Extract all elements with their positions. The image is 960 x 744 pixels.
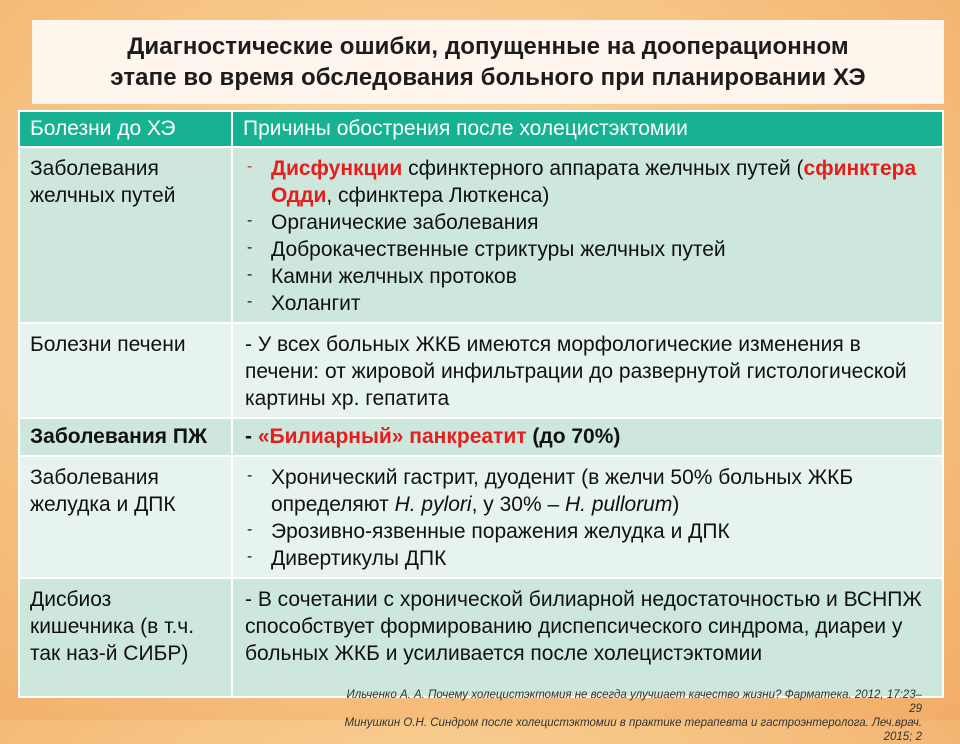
references	[340, 688, 922, 744]
dash-bullet-icon: -	[247, 158, 253, 175]
table-row	[19, 418, 943, 456]
cause-list	[245, 464, 932, 572]
item-text: Доброкачественные стриктуры желчных путей	[271, 238, 726, 261]
dash-bullet-icon: -	[247, 521, 253, 538]
list-item	[245, 518, 932, 545]
dash-bullet-icon: -	[247, 239, 253, 256]
list-item	[245, 545, 932, 572]
list-item	[245, 209, 932, 236]
reference-item: Минушкин О.Н. Синдром после холецистэктомии в практике терапевта и гастроэнтеролога. Леч.врач. 2015; 2	[344, 717, 922, 743]
disease-cell: Дисбиоз кишечника (в т.ч. так наз-й СИБР)	[19, 578, 232, 697]
italic-text: H. pylori	[394, 493, 472, 516]
table-header-row	[19, 111, 943, 147]
dash-bullet-icon: -	[247, 266, 253, 283]
dash-bullet-icon: -	[247, 467, 253, 484]
item-text: Камни желчных протоков	[271, 265, 517, 288]
header-diseases: Болезни до ХЭ	[19, 111, 232, 147]
disease-cell: Заболевания ПЖ	[19, 418, 232, 456]
list-item	[245, 155, 932, 209]
cause-cell: - В сочетании с хронической билиарной недостаточностью и ВСНПЖ способствует формированию диспепсического синдрома, диареи у больных ЖКБ и усиливается после холецистэктомии	[232, 578, 943, 697]
item-text: сфинктерного аппарата желчных путей (	[402, 157, 804, 180]
disease-cell: Заболевания желудка и ДПК	[19, 456, 232, 578]
item-text: -	[245, 425, 258, 448]
cause-cell: - У всех больных ЖКБ имеются морфологические изменения в печени: от жировой инфильтрации до развернутой гистологической картины хр. гепатита	[232, 323, 943, 418]
table-row	[19, 456, 943, 578]
item-text: )	[672, 493, 680, 516]
highlight-text: «Билиарный» панкреатит	[257, 425, 527, 448]
reference-item: Ильченко А. А. Почему холецистэктомия не всегда улучшает качество жизни? Фарматека. 2012, 17:23–29	[346, 689, 922, 715]
title-box	[32, 20, 944, 104]
item-text: , у 30% –	[471, 493, 565, 516]
item-text: Холангит	[271, 292, 361, 315]
highlight-text: Дисфункции	[271, 157, 403, 180]
header-causes: Причины обострения после холецистэктомии	[232, 111, 943, 147]
list-item	[245, 263, 932, 290]
highlight-text: сфинктера Одди	[271, 157, 917, 207]
disease-cell: Болезни печени	[19, 323, 232, 418]
list-item	[245, 236, 932, 263]
disease-cell: Заболевания желчных путей	[19, 147, 232, 323]
table-row	[19, 323, 943, 418]
dash-bullet-icon: -	[247, 548, 253, 565]
item-text: Хронический гастрит, дуоденит (в желчи 50% больных ЖКБ определяют	[271, 466, 854, 516]
diagnostic-errors-table	[18, 110, 944, 698]
item-text: Органические заболевания	[271, 211, 539, 234]
item-text: (до 70%)	[526, 425, 621, 448]
list-item	[245, 464, 932, 518]
table-row	[19, 147, 943, 323]
italic-text: H. pullorum	[564, 493, 673, 516]
item-text: Дивертикулы ДПК	[271, 547, 447, 570]
dash-bullet-icon: -	[247, 293, 253, 310]
title-line-2: этапе во время обследования больного при планировании ХЭ	[110, 64, 866, 91]
item-text: Эрозивно-язвенные поражения желудка и ДПК	[271, 520, 730, 543]
table-row	[19, 578, 943, 697]
item-text: , сфинктера Люткенса)	[326, 184, 550, 207]
title-line-1: Диагностические ошибки, допущенные на дооперационном	[127, 33, 849, 60]
cause-cell	[232, 418, 943, 456]
cause-cell	[232, 456, 943, 578]
dash-bullet-icon: -	[247, 212, 253, 229]
list-item	[245, 290, 932, 317]
cause-cell	[232, 147, 943, 323]
slide-title	[110, 31, 865, 93]
cause-list	[245, 155, 932, 317]
